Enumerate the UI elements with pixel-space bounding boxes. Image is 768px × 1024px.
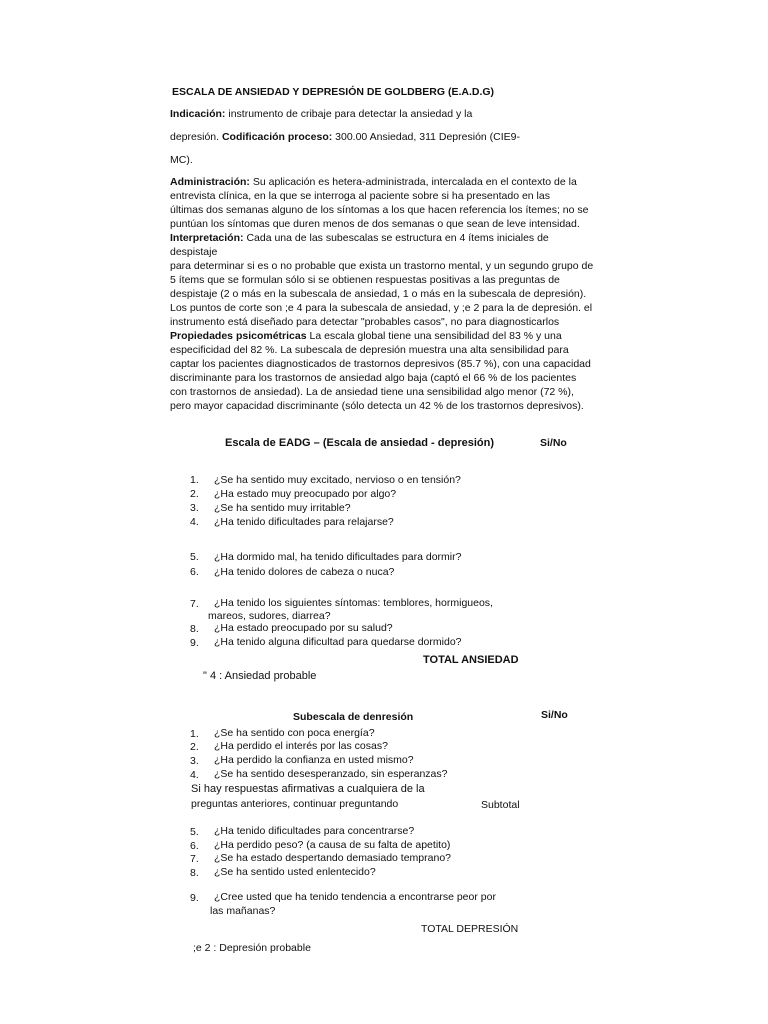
propiedades-line-2: especificidad del 82 %. La subescala de depresión muestra una alta sensibilidad para <box>170 344 569 356</box>
propiedades-line-1 <box>170 329 610 343</box>
interpretacion-line-5: despistaje (2 o más en la subescala de ansiedad, 1 o más en la subescala de depresión). <box>170 288 587 300</box>
propiedades-line-6: pero mayor capacidad discriminante (sólo detecta un 42 % de los trastornos depresivos). <box>170 400 584 412</box>
ansiedad-question: ¿Ha tenido los siguientes síntomas: temblores, hormigueos, <box>214 597 493 609</box>
codificacion-continued: MC). <box>170 154 193 166</box>
administracion-text-1: Su aplicación es hetera-administrada, intercalada en el contexto de la <box>252 176 577 188</box>
indicacion-text: instrumento de cribaje para detectar la ansiedad y la <box>228 108 473 120</box>
ansiedad-item-number: 4. <box>190 516 199 528</box>
ansiedad-item-number: 5. <box>190 551 199 563</box>
administracion-line-4: puntúan los síntomas que duren menos de dos semanas o que sean de leve intensidad. <box>170 218 580 230</box>
propiedades-text-1: La escala global tiene una sensibilidad del 83 % y una <box>309 330 562 342</box>
indicacion-text-2: depresión. <box>170 131 220 143</box>
administracion-label: Administración: <box>170 176 250 188</box>
depresion-question-continued: las mañanas? <box>210 905 276 917</box>
depresion-heading: Subescala de denresión <box>293 711 414 723</box>
indicacion-paragraph <box>170 107 610 121</box>
ansiedad-question: ¿Ha estado muy preocupado por algo? <box>214 488 397 500</box>
depresion-item-number: 1. <box>190 728 199 740</box>
propiedades-line-5: con trastornos de ansiedad). La de ansiedad tiene una sensibilidad algo menor (72 %), <box>170 386 574 398</box>
ansiedad-heading: Escala de EADG – (Escala de ansiedad - depresión) <box>225 437 494 449</box>
depresion-question: ¿Se ha sentido con poca energía? <box>214 727 375 739</box>
interpretacion-line-3: para determinar si es o no probable que exista un trastorno mental, y un segundo grupo de <box>170 260 594 272</box>
depresion-item-number: 4. <box>190 769 199 781</box>
interpretacion-line-6: Los puntos de corte son ;e 4 para la subescala de ansiedad, y ;e 2 para la de depresión. el <box>170 302 593 314</box>
ansiedad-item-number: 6. <box>190 566 199 578</box>
interpretacion-line-1 <box>170 231 610 245</box>
depresion-note-line-1: Si hay respuestas afirmativas a cualquiera de la <box>191 783 425 795</box>
depresion-item-number: 7. <box>190 853 199 865</box>
ansiedad-question: ¿Se ha sentido muy irritable? <box>214 502 351 514</box>
depresion-question: ¿Ha tenido dificultades para concentrarse? <box>214 825 415 837</box>
propiedades-line-4: discriminante para los trastornos de ansiedad algo baja (captó el 66 % de los pacientes <box>170 372 577 384</box>
ansiedad-cutoff: " 4 : Ansiedad probable <box>203 670 317 682</box>
document-title: ESCALA DE ANSIEDAD Y DEPRESIÓN DE GOLDBERG (E.A.D.G) <box>172 86 495 98</box>
ansiedad-question-continued: mareos, sudores, diarrea? <box>208 610 331 622</box>
depresion-question: ¿Se ha sentido usted enlentecido? <box>214 866 376 878</box>
ansiedad-question: ¿Ha tenido dificultades para relajarse? <box>214 516 394 528</box>
ansiedad-item-number: 3. <box>190 502 199 514</box>
ansiedad-question: ¿Se ha sentido muy excitado, nervioso o en tensión? <box>214 474 461 486</box>
depresion-sino-header: Si/No <box>541 709 568 721</box>
depresion-item-number: 2. <box>190 741 199 753</box>
ansiedad-item-number: 8. <box>190 623 199 635</box>
depresion-question: ¿Se ha estado despertando demasiado temprano? <box>214 852 451 864</box>
ansiedad-question: ¿Ha tenido alguna dificultad para quedarse dormido? <box>214 636 462 648</box>
ansiedad-question: ¿Ha dormido mal, ha tenido dificultades para dormir? <box>214 551 462 563</box>
codificacion-paragraph <box>170 130 610 144</box>
indicacion-label: Indicación: <box>170 108 226 120</box>
depresion-item-number: 6. <box>190 840 199 852</box>
depresion-item-number: 3. <box>190 755 199 767</box>
propiedades-line-3: captar los pacientes diagnosticados de trastornos depresivos (85.7 %), con una capacidad <box>170 358 591 370</box>
depresion-cutoff: ;e 2 : Depresión probable <box>193 942 311 954</box>
depresion-question: ¿Se ha sentido desesperanzado, sin esperanzas? <box>214 768 448 780</box>
ansiedad-item-number: 7. <box>190 598 199 610</box>
interpretacion-line-4: 5 ítems que se formulan sólo si se obtienen respuestas positivas a las preguntas de <box>170 274 560 286</box>
ansiedad-question: ¿Ha estado preocupado por su salud? <box>214 622 393 634</box>
ansiedad-item-number: 9. <box>190 637 199 649</box>
depresion-question: ¿Cree usted que ha tenido tendencia a encontrarse peor por <box>214 891 496 903</box>
interpretacion-text-1: Cada una de las subescalas se estructura en 4 ítems iniciales de <box>246 232 549 244</box>
depresion-item-number: 5. <box>190 826 199 838</box>
administracion-line-3: últimas dos semanas alguno de los síntomas a los que hacen referencia los ítemes; no se <box>170 204 589 216</box>
ansiedad-question: ¿Ha tenido dolores de cabeza o nuca? <box>214 566 395 578</box>
depresion-item-number: 9. <box>190 892 199 904</box>
ansiedad-item-number: 1. <box>190 474 199 486</box>
depresion-subtotal: Subtotal <box>481 799 520 811</box>
interpretacion-line-2: despistaje <box>170 246 218 258</box>
ansiedad-total: TOTAL ANSIEDAD <box>423 654 519 666</box>
depresion-total: TOTAL DEPRESIÓN <box>421 923 519 935</box>
administracion-line-1 <box>170 175 610 189</box>
depresion-note-line-2: preguntas anteriores, continuar preguntando <box>191 798 399 810</box>
depresion-item-number: 8. <box>190 867 199 879</box>
depresion-question: ¿Ha perdido la confianza en usted mismo? <box>214 754 414 766</box>
ansiedad-item-number: 2. <box>190 488 199 500</box>
depresion-question: ¿Ha perdido el interés por las cosas? <box>214 740 388 752</box>
intro-section <box>170 107 610 413</box>
codificacion-text: 300.00 Ansiedad, 311 Depresión (CIE9- <box>335 131 520 143</box>
ansiedad-sino-header: Si/No <box>540 437 567 449</box>
codificacion-label: Codificación proceso: <box>221 131 333 143</box>
interpretacion-line-7: instrumento está diseñado para detectar "probables casos", no para diagnosticarlos <box>170 316 560 328</box>
depresion-question: ¿Ha perdido peso? (a causa de su falta de apetito) <box>214 839 451 851</box>
administracion-line-2: entrevista clínica, en la que se interroga al paciente sobre si ha presentado en las <box>170 190 550 202</box>
interpretacion-label: Interpretación: <box>170 232 244 244</box>
propiedades-label: Propiedades psicométricas <box>170 330 307 342</box>
